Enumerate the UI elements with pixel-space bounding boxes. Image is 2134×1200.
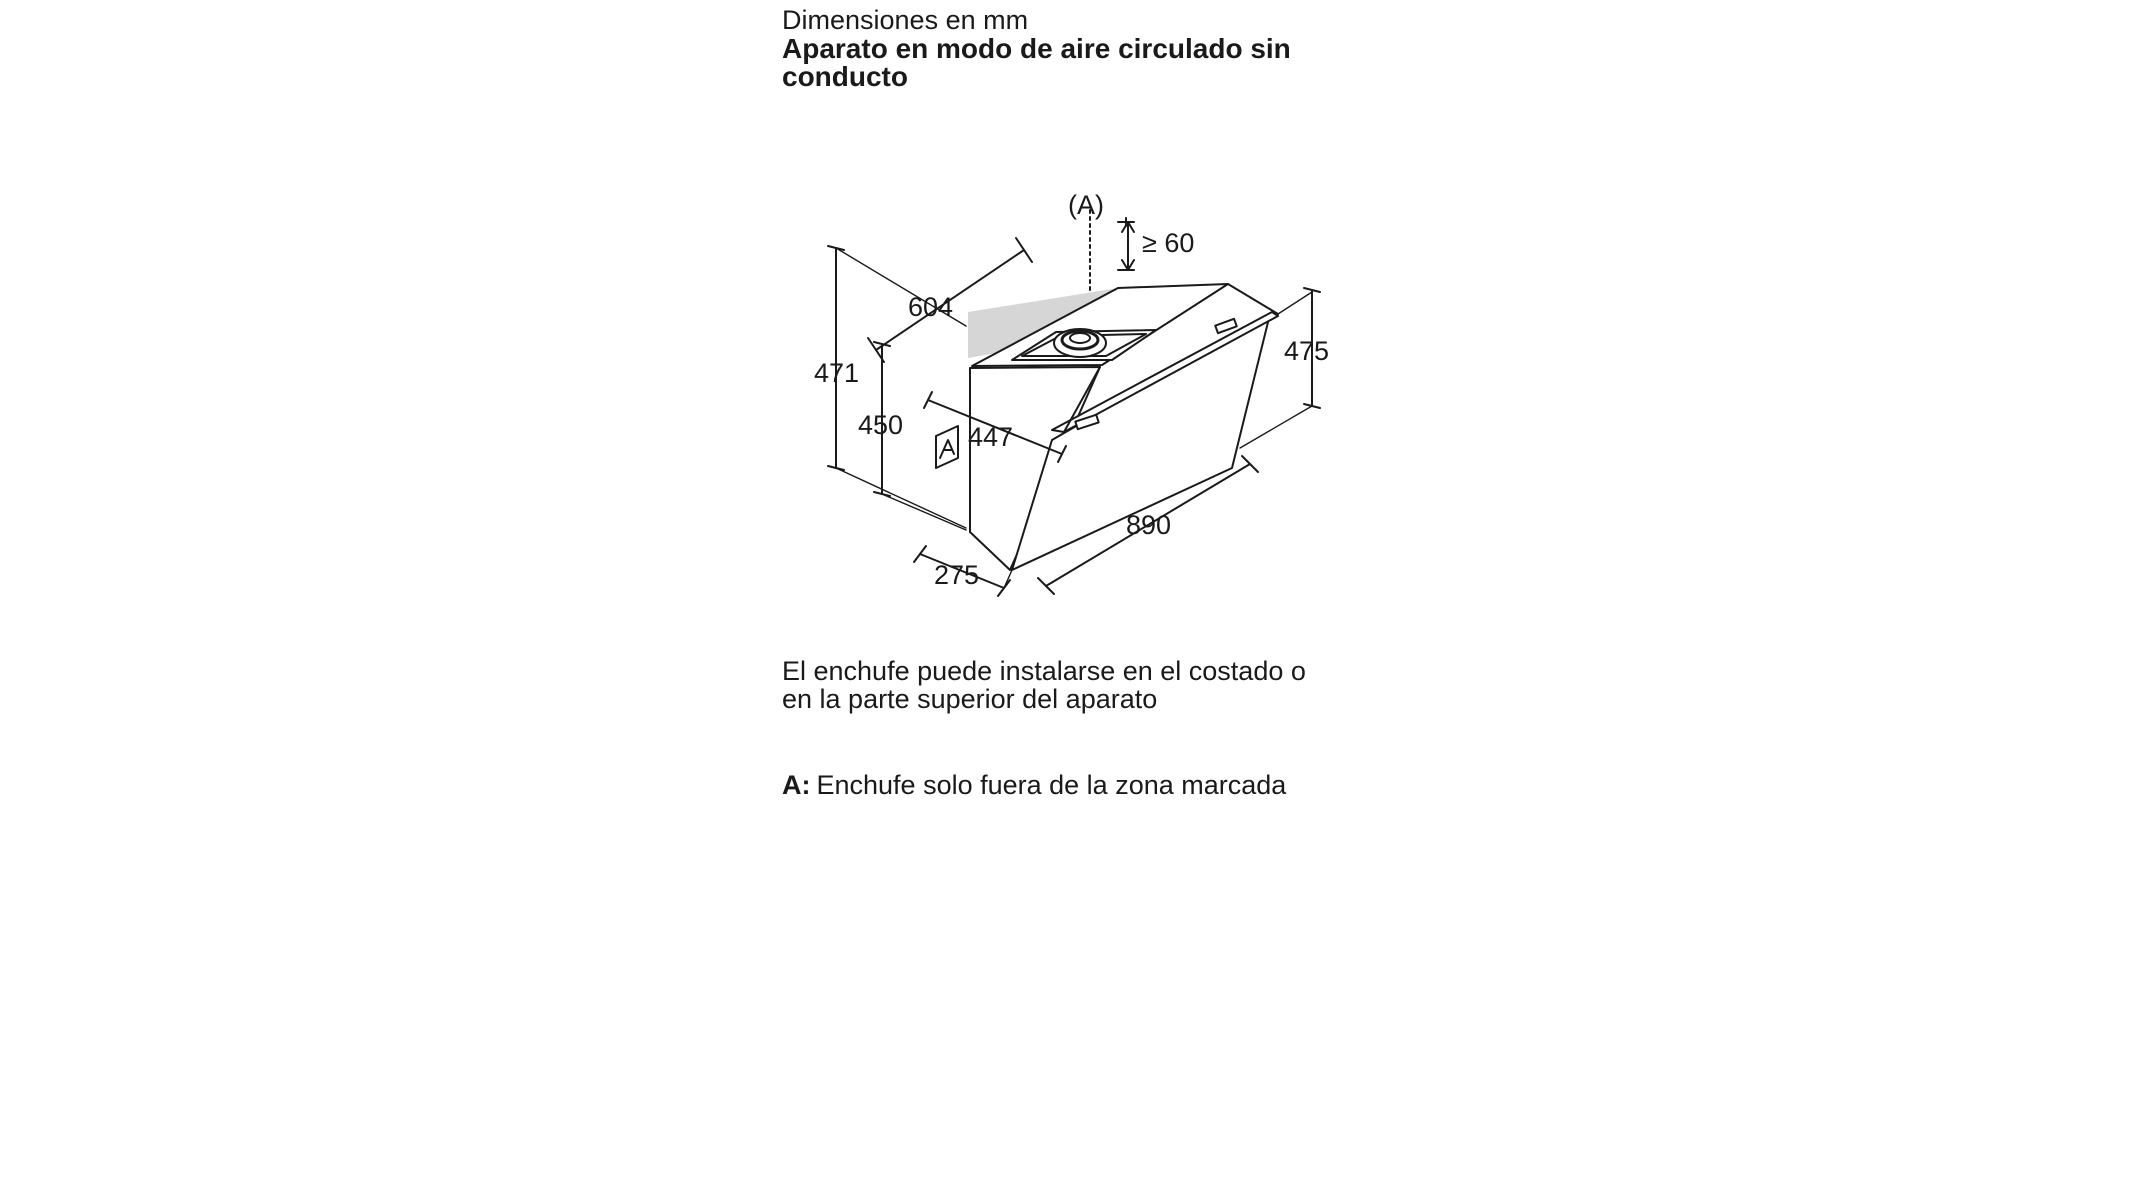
dim-label-604: 604 [908,292,954,322]
legend-text: Enchufe solo fuera de la zona marcada [816,770,1287,800]
page-title-line-1: Aparato en modo de aire circulado sin [782,33,1291,64]
units-label: Dimensiones en mm [782,5,1029,35]
marker-a-label: (A) [1068,190,1104,220]
dim-label-471: 471 [814,358,860,388]
dim-label-475: 475 [1284,336,1330,366]
hinge-rear [1215,319,1237,333]
dim-label-890: 890 [1126,510,1172,540]
note-line-1: El enchufe puede instalarse en el costado o [782,656,1306,686]
page-title-line-2: conducto [782,61,908,92]
legend-key: A: [782,770,811,800]
dim-label-450: 450 [858,410,904,440]
dim-label-clearance: ≥ 60 [1142,228,1195,258]
socket-symbol [936,426,958,468]
note-line-2: en la parte superior del aparato [782,684,1158,714]
dim-label-275: 275 [934,560,980,590]
dim-label-447: 447 [968,422,1014,452]
legend [782,771,1286,800]
